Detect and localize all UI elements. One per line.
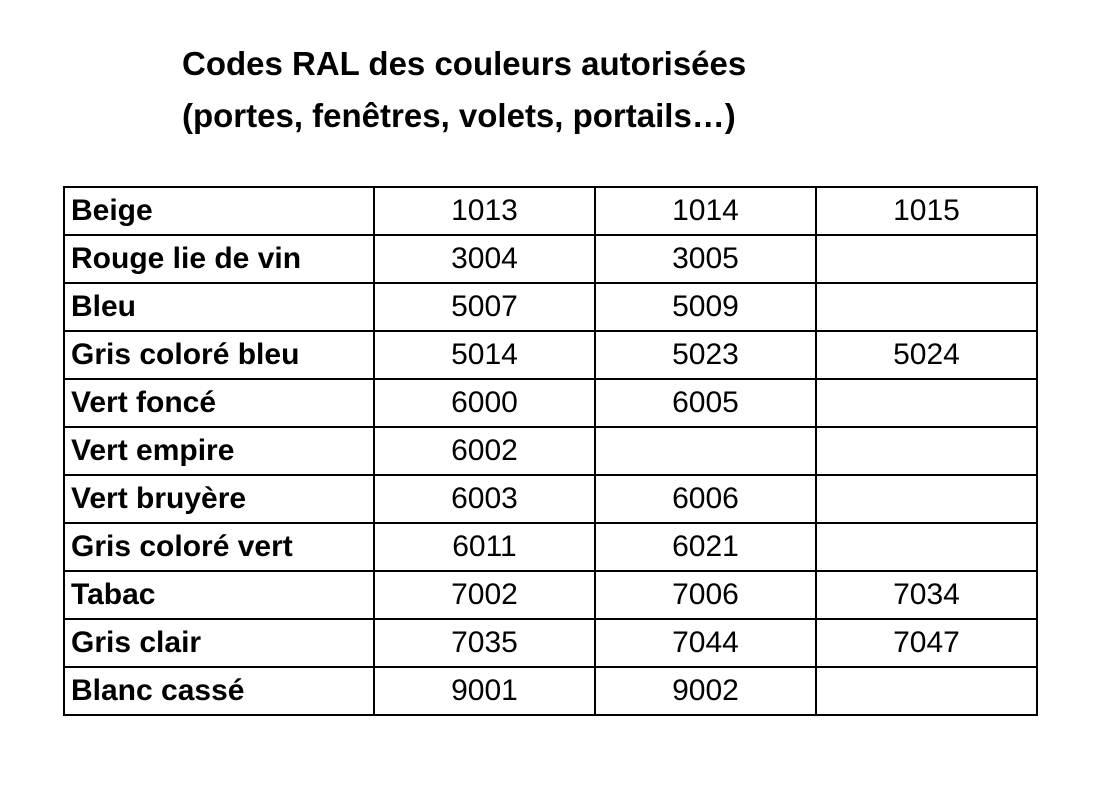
color-name-cell: Vert foncé — [64, 379, 374, 427]
ral-code-cell: 5014 — [374, 331, 595, 379]
ral-code-cell: 6011 — [374, 523, 595, 571]
table-row — [64, 667, 1037, 715]
ral-code-cell: 1015 — [816, 187, 1037, 235]
ral-code-cell: 6002 — [374, 427, 595, 475]
table-row — [64, 379, 1037, 427]
table-row — [64, 331, 1037, 379]
title-line-1: Codes RAL des couleurs autorisées — [182, 45, 747, 82]
ral-code-cell — [816, 475, 1037, 523]
ral-code-cell: 7044 — [595, 619, 816, 667]
table-row — [64, 619, 1037, 667]
ral-code-cell: 6021 — [595, 523, 816, 571]
ral-code-cell: 5023 — [595, 331, 816, 379]
ral-code-cell: 5024 — [816, 331, 1037, 379]
title-line-2: (portes, fenêtres, volets, portails…) — [182, 97, 736, 134]
ral-code-cell: 7035 — [374, 619, 595, 667]
ral-code-cell: 6003 — [374, 475, 595, 523]
color-name-cell: Gris clair — [64, 619, 374, 667]
table-row — [64, 235, 1037, 283]
table-row — [64, 571, 1037, 619]
ral-code-cell: 5009 — [595, 283, 816, 331]
ral-code-cell: 7006 — [595, 571, 816, 619]
ral-code-cell: 7047 — [816, 619, 1037, 667]
color-name-cell: Vert bruyère — [64, 475, 374, 523]
table-row — [64, 427, 1037, 475]
ral-code-cell — [816, 667, 1037, 715]
table-row — [64, 283, 1037, 331]
color-name-cell: Tabac — [64, 571, 374, 619]
ral-code-cell: 9002 — [595, 667, 816, 715]
ral-code-cell: 6000 — [374, 379, 595, 427]
table-row — [64, 475, 1037, 523]
ral-code-cell — [816, 427, 1037, 475]
ral-code-cell: 5007 — [374, 283, 595, 331]
color-name-cell: Beige — [64, 187, 374, 235]
color-name-cell: Gris coloré bleu — [64, 331, 374, 379]
table-row — [64, 187, 1037, 235]
ral-code-cell: 7034 — [816, 571, 1037, 619]
color-name-cell: Gris coloré vert — [64, 523, 374, 571]
ral-code-cell — [595, 427, 816, 475]
ral-code-cell: 9001 — [374, 667, 595, 715]
ral-code-cell — [816, 235, 1037, 283]
ral-color-table — [63, 186, 1038, 716]
color-name-cell: Rouge lie de vin — [64, 235, 374, 283]
table-row — [64, 523, 1037, 571]
document-title — [182, 38, 942, 142]
color-name-cell: Bleu — [64, 283, 374, 331]
ral-code-cell — [816, 379, 1037, 427]
ral-code-cell — [816, 283, 1037, 331]
ral-code-cell: 3004 — [374, 235, 595, 283]
color-name-cell: Blanc cassé — [64, 667, 374, 715]
ral-code-cell: 6005 — [595, 379, 816, 427]
ral-code-cell: 6006 — [595, 475, 816, 523]
ral-code-cell — [816, 523, 1037, 571]
ral-code-cell: 1014 — [595, 187, 816, 235]
ral-code-cell: 7002 — [374, 571, 595, 619]
color-name-cell: Vert empire — [64, 427, 374, 475]
ral-code-cell: 3005 — [595, 235, 816, 283]
ral-code-cell: 1013 — [374, 187, 595, 235]
